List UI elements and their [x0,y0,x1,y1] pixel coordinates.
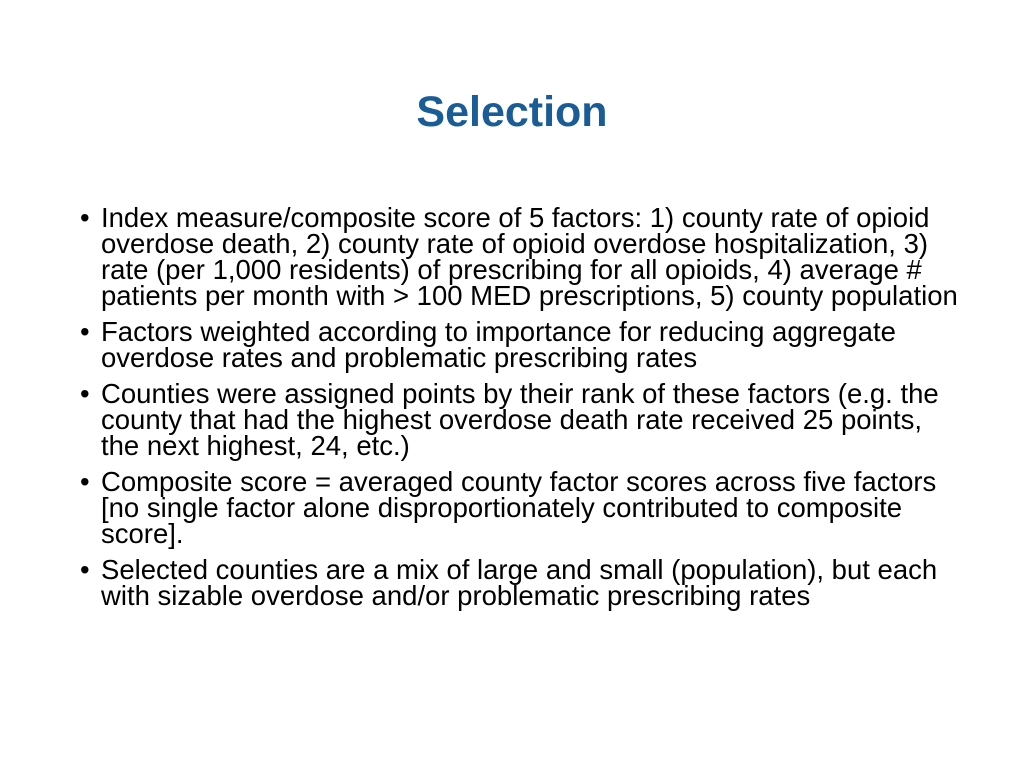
bullet-marker: • [80,554,90,585]
bullet-item [80,202,960,311]
bullet-text: Counties were assigned points by their rank of these factors (e.g. the county that had the highest overdose death rate received 25 points, the next highest, 24, etc.) [101,378,939,461]
bullet-text: Index measure/composite score of 5 factors: 1) county rate of opioid overdose death, 2) county rate of opioid overdose hospitalization, 3) rate (per 1,000 residents) of prescribing for all opioids, 4) average # patients per month with > 100 MED prescriptions, 5) county population [101,202,958,311]
slide-title: Selection [416,88,608,136]
bullet-text: Composite score = averaged county factor scores across five factors [no single factor alone disproportionately contributed to composite score]. [101,466,937,549]
bullet-marker: • [80,378,90,409]
bullet-marker: • [80,202,90,233]
bullet-text: Factors weighted according to importance for reducing aggregate overdose rates and problematic prescribing rates [101,316,896,373]
bullet-item [80,316,960,373]
bullet-marker: • [80,316,90,347]
bullet-item [80,554,960,611]
bullet-text: Selected counties are a mix of large and small (population), but each with sizable overdose and/or problematic prescribing rates [101,554,938,611]
bullet-item [80,466,960,549]
bullet-marker: • [80,466,90,497]
bullet-item [80,378,960,461]
bullet-list [80,202,960,619]
